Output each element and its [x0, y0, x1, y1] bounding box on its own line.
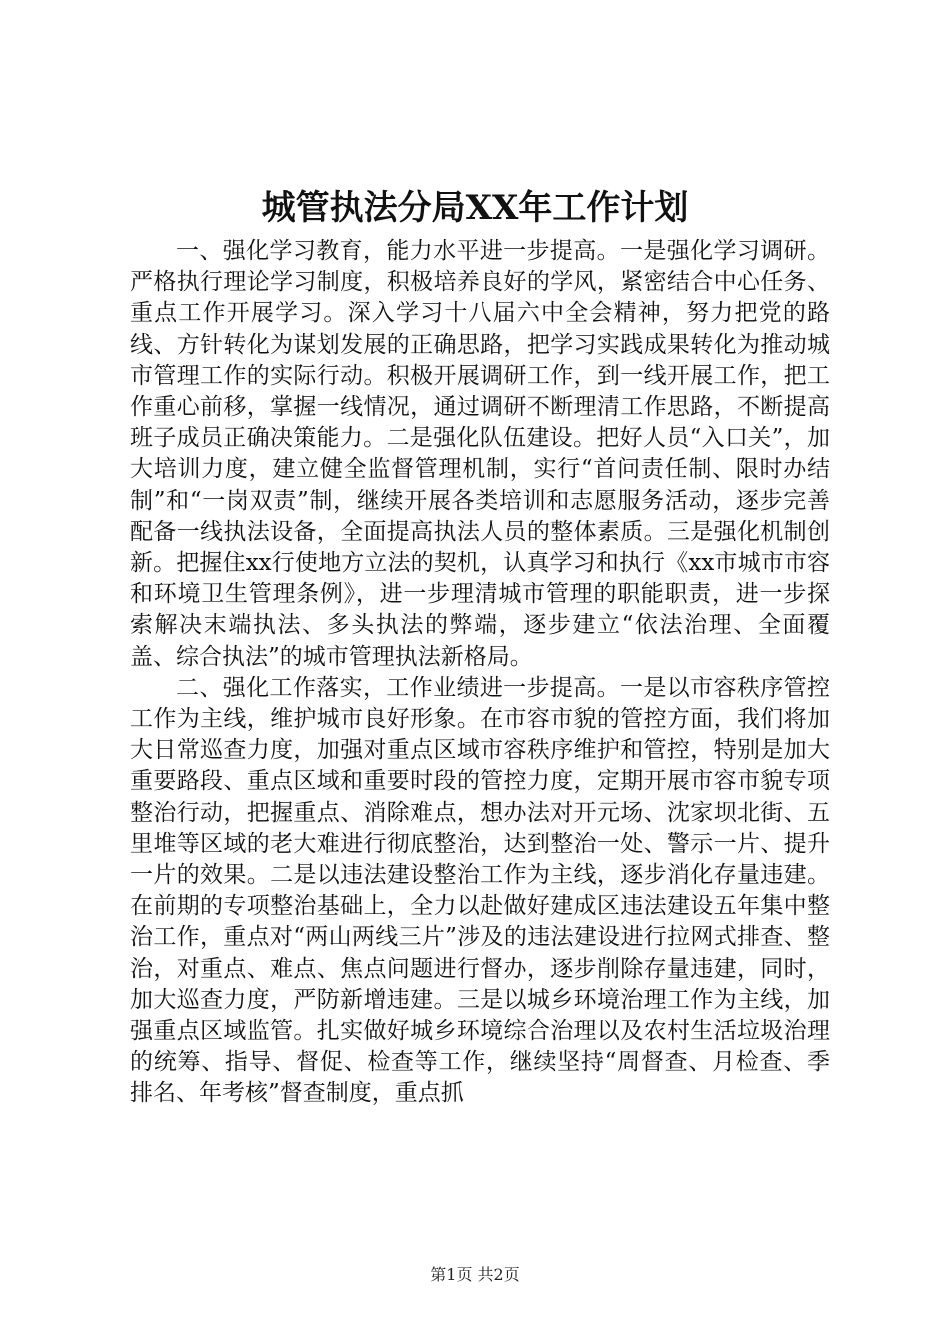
document-title: 城管执法分局XX年工作计划 — [261, 188, 689, 228]
document-body — [130, 236, 830, 1110]
paragraph-2: 二、强化工作落实，工作业绩进一步提高。一是以市容秩序管控工作为主线，维护城市良好形象。在市容市貌的管控方面，我们将加大日常巡查力度，加强对重点区域市容秩序维护和管控，特别是加大重要路段、重点区域和重要时段的管控力度，定期开展市容市貌专项整治行动，把握重点、消除难点，想办法对开元场、沈家坝北街、五里堆等区域的老大难进行彻底整治，达到整治一处、警示一片、提升一片的效果。二是以违法建设整治工作为主线，逐步消化存量违建。在前期的专项整治基础上，全力以赴做好建成区违法建设五年集中整治工作，重点对“两山两线三片”涉及的违法建设进行拉网式排查、整治，对重点、难点、焦点问题进行督办，逐步削除存量违建，同时，加大巡查力度，严防新增违建。三是以城乡环境治理工作为主线，加强重点区域监管。扎实做好城乡环境综合治理以及农村生活垃圾治理的统筹、指导、督促、检查等工作，继续坚持“周督查、月检查、季排名、年考核”督查制度，重点抓 — [130, 674, 830, 1107]
paragraph-1: 一、强化学习教育，能力水平进一步提高。一是强化学习调研。严格执行理论学习制度，积极培养良好的学风，紧密结合中心任务、重点工作开展学习。深入学习十八届六中全会精神，努力把党的路线、方针转化为谋划发展的正确思路，把学习实践成果转化为推动城市管理工作的实际行动。积极开展调研工作，到一线开展工作，把工作重心前移，掌握一线情况，通过调研不断理清工作思路，不断提高班子成员正确决策能力。二是强化队伍建设。把好人员“入口关”，加大培训力度，建立健全监督管理机制，实行“首问责任制、限时办结制”和“一岗双责”制，继续开展各类培训和志愿服务活动，逐步完善配备一线执法设备，全面提高执法人员的整体素质。三是强化机制创新。把握住xx行使地方立法的契机，认真学习和执行《xx市城市市容和环境卫生管理条例》，进一步理清城市管理的职能职责，进一步探索解决末端执法、多头执法的弊端，逐步建立“依法治理、全面覆盖、综合执法”的城市管理执法新格局。 — [130, 238, 830, 670]
page-number-footer: 第1页 共2页 — [430, 1265, 520, 1284]
